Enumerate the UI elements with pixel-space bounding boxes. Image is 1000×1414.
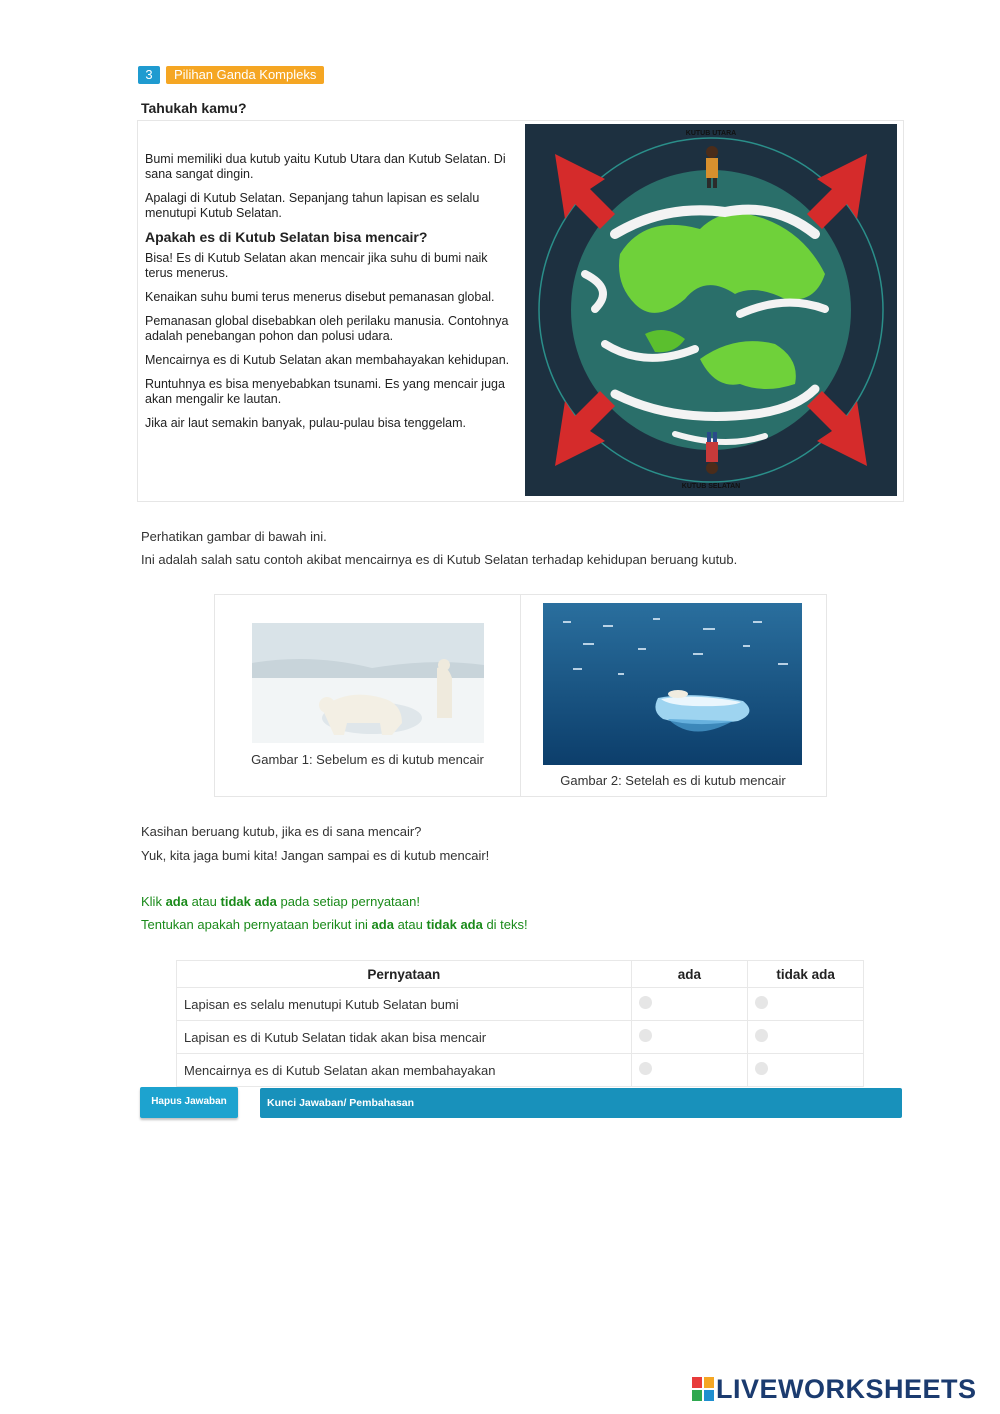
answer-cell-ada bbox=[631, 1054, 748, 1087]
statement-table bbox=[176, 960, 864, 1087]
answer-cell-tidak-ada bbox=[748, 1021, 864, 1054]
globe-svg bbox=[525, 124, 897, 496]
radio-ada[interactable] bbox=[639, 1062, 652, 1075]
info-paragraph: Pemanasan global disebabkan oleh perilaku manusia. Contohnya adalah penebangan pohon dan polusi udara. bbox=[145, 314, 509, 343]
radio-tidak-ada[interactable] bbox=[755, 1029, 768, 1042]
header-ada: ada bbox=[631, 961, 748, 988]
answer-cell-ada bbox=[631, 1021, 748, 1054]
statement-text: Mencairnya es di Kutub Selatan akan membahayakan bbox=[177, 1054, 632, 1087]
radio-tidak-ada[interactable] bbox=[755, 1062, 768, 1075]
info-paragraph: Mencairnya es di Kutub Selatan akan membahayakan kehidupan. bbox=[145, 353, 510, 367]
info-paragraph: Apalagi di Kutub Selatan. Sepanjang tahun lapisan es selalu menutupi Kutub Selatan. bbox=[145, 191, 480, 220]
liveworksheets-logo bbox=[692, 1374, 977, 1404]
answer-cell-tidak-ada bbox=[748, 1054, 864, 1087]
info-paragraph: Bumi memiliki dua kutub yaitu Kutub Utara dan Kutub Selatan. Di sana sangat dingin. bbox=[145, 152, 506, 181]
live-blocks-icon bbox=[692, 1377, 714, 1401]
label-north-pole: KUTUB UTARA bbox=[685, 130, 737, 137]
answer-key-button[interactable]: Kunci Jawaban/ Pembahasan bbox=[260, 1088, 902, 1118]
answer-cell-ada bbox=[631, 988, 748, 1021]
question-number-badge: 3 bbox=[138, 66, 160, 84]
table-row bbox=[177, 1021, 864, 1054]
image-caption-2: Gambar 2: Setelah es di kutub mencair bbox=[560, 773, 786, 788]
header-statement: Pernyataan bbox=[177, 961, 632, 988]
globe-illustration bbox=[525, 124, 897, 496]
polar-bear-on-ice-image bbox=[252, 623, 484, 743]
answer-cell-tidak-ada bbox=[748, 988, 864, 1021]
image-table-divider bbox=[520, 595, 521, 796]
after-line-2: Yuk, kita jaga bumi kita! Jangan sampai es di kutub mencair! bbox=[141, 848, 490, 863]
image-table bbox=[214, 594, 827, 797]
label-south-pole: KUTUB SELATAN bbox=[681, 483, 741, 490]
instruction-line-2: Tentukan apakah pernyataan berikut ini ada atau tidak ada di teks! bbox=[141, 917, 528, 932]
question-type-badge: Pilihan Ganda Kompleks bbox=[166, 66, 324, 84]
radio-ada[interactable] bbox=[639, 1029, 652, 1042]
table-row bbox=[177, 1054, 864, 1087]
radio-ada[interactable] bbox=[639, 996, 652, 1009]
logo-text: LIVEWORKSHEETS bbox=[716, 1373, 977, 1404]
info-paragraph: Runtuhnya es bisa menyebabkan tsunami. Es yang mencair juga akan mengalir ke lautan. bbox=[145, 377, 505, 406]
info-paragraph: Kenaikan suhu bumi terus menerus disebut pemanasan global. bbox=[145, 290, 495, 304]
table-row bbox=[177, 988, 864, 1021]
image-caption-1: Gambar 1: Sebelum es di kutub mencair bbox=[251, 752, 484, 767]
instruction-line-1: Klik ada atau tidak ada pada setiap pernyataan! bbox=[141, 894, 420, 909]
radio-tidak-ada[interactable] bbox=[755, 996, 768, 1009]
info-text bbox=[145, 152, 517, 440]
statement-text: Lapisan es selalu menutupi Kutub Selatan bumi bbox=[177, 988, 632, 1021]
clear-answer-button[interactable]: Hapus Jawaban bbox=[140, 1087, 238, 1118]
polar-bear-on-melting-ice-image bbox=[543, 603, 802, 765]
after-line-1: Kasihan beruang kutub, jika es di sana mencair? bbox=[141, 824, 422, 839]
info-paragraph: Jika air laut semakin banyak, pulau-pulau bisa tenggelam. bbox=[145, 416, 467, 430]
header-tidak-ada: tidak ada bbox=[748, 961, 864, 988]
info-paragraph: Bisa! Es di Kutub Selatan akan mencair jika suhu di bumi naik terus menerus. bbox=[145, 251, 488, 280]
info-subheading: Apakah es di Kutub Selatan bisa mencair? bbox=[145, 229, 428, 245]
statement-text: Lapisan es di Kutub Selatan tidak akan bisa mencair bbox=[177, 1021, 632, 1054]
intro-line-1: Perhatikan gambar di bawah ini. bbox=[141, 529, 327, 544]
intro-line-2: Ini adalah salah satu contoh akibat mencairnya es di Kutub Selatan terhadap kehidupan beruang kutub. bbox=[141, 552, 738, 567]
info-title: Tahukah kamu? bbox=[141, 100, 247, 116]
